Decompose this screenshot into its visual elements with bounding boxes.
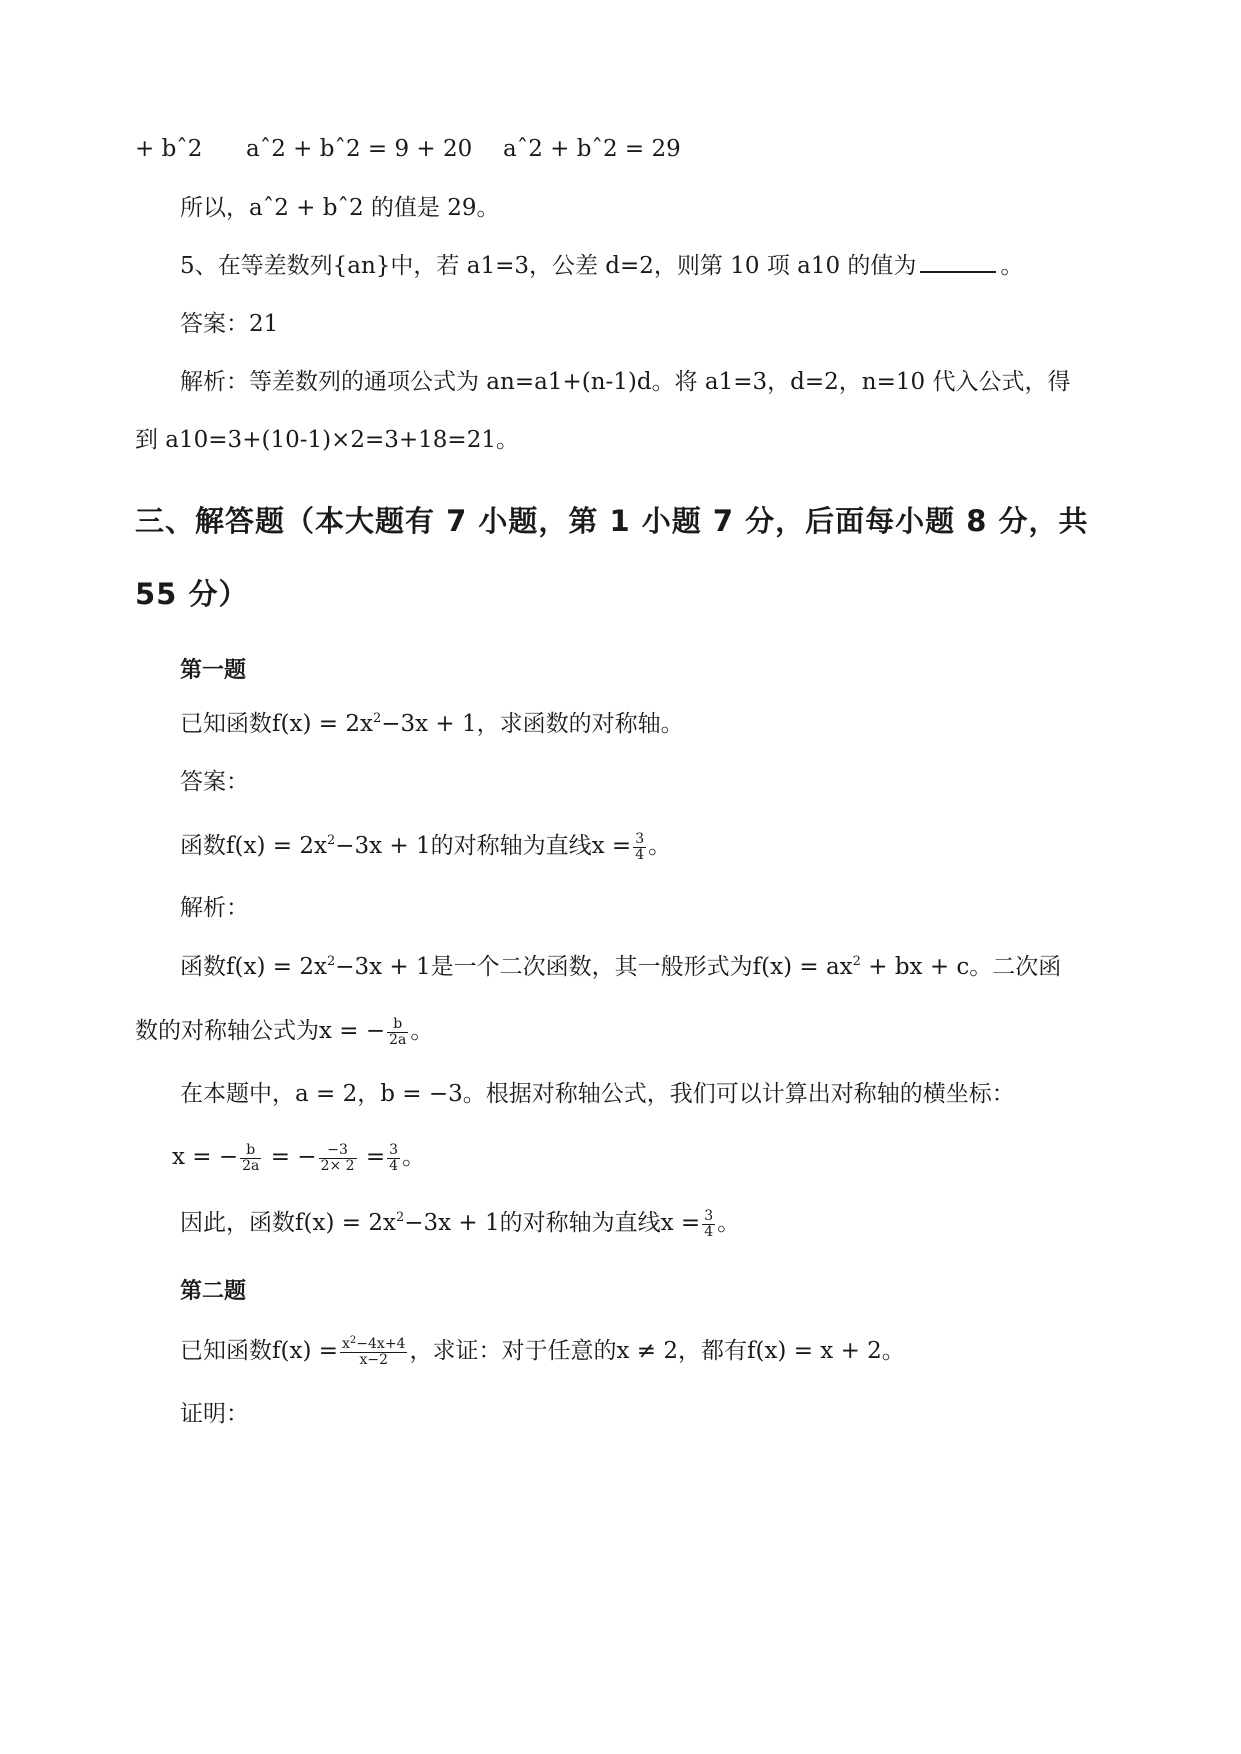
exponent: 2 [372,711,382,726]
denominator: 4 [635,846,645,863]
text: 。 [717,1210,741,1236]
math: = − [263,1144,317,1170]
fraction [240,1143,261,1174]
exponent: 2 [395,1210,405,1225]
answer-line: 答案：21 [180,311,279,337]
math: + bx + c [860,954,970,980]
numerator: b [393,1015,403,1032]
fraction [387,1143,400,1174]
question-2-stem [180,1336,905,1368]
equation-line [246,134,472,164]
text: ，求函数的对称轴。 [476,711,684,737]
denominator: 2a [242,1157,260,1174]
denominator: x−2 [340,1352,407,1368]
math: x ≠ 2 [616,1338,678,1364]
equation-fragment: aˆ2 + bˆ2 = 9 + 20 [246,136,473,162]
math: −3x + 1 [335,833,431,859]
text: 是一个二次函数，其一般形式为 [430,954,753,980]
fraction [702,1209,715,1240]
equation-line [135,134,202,164]
text: 的对称轴为直线 [430,833,592,859]
text: 。 [410,1018,434,1044]
answer-blank [920,271,996,273]
exponent: 2 [852,954,861,969]
conclusion-line: 所以，aˆ2 + bˆ2 的值是 29。 [180,195,500,221]
analysis-label: 解析： [180,895,249,921]
math: x [342,1335,350,1352]
math: f(x) = [272,1338,339,1364]
computation-line [172,1142,425,1174]
text: 。二次函 [969,954,1062,980]
math: x = − [319,1018,386,1044]
exponent: 2 [349,1334,357,1346]
denominator: 2× 2 [320,1157,355,1174]
math: x = [660,1210,701,1236]
fraction [633,832,646,863]
question-1-answer [180,831,671,863]
equation-fragment: aˆ2 + bˆ2 = 29 [503,136,681,162]
analysis-paragraph-1 [180,952,1061,982]
section-title-continued: 55 分） [135,577,249,611]
question-5-end: 。 [1000,253,1024,279]
analysis-paragraph-1-continued [135,1016,433,1048]
fraction [319,1143,357,1174]
exponent: 2 [326,833,336,848]
conclusion-line [180,1208,740,1240]
math: f(x) = 2x [226,833,327,859]
math: −4x+4 [356,1335,406,1352]
math: f(x) = ax [752,954,853,980]
equation-line [503,134,681,164]
text: 。 [881,1338,905,1364]
question-2-heading: 第二题 [180,1279,247,1304]
text: 函数 [180,833,226,859]
text: 。 [648,833,672,859]
fraction [340,1334,407,1368]
denominator: 4 [704,1223,714,1240]
numerator: −3 [327,1141,348,1158]
text: 的对称轴为直线 [499,1210,661,1236]
math: −3x + 1 [381,711,477,737]
question-5 [180,251,1023,281]
analysis-line: 解析：等差数列的通项公式为 an=a1+(n-1)d。将 a1=3，d=2，n=10 代入公式，得 [180,369,1071,395]
proof-label: 证明： [180,1401,249,1427]
math: x = − [172,1144,239,1170]
text: ，求证：对于任意的 [409,1338,617,1364]
question-1-stem [180,709,684,739]
numerator: 3 [389,1141,399,1158]
text: 已知函数 [180,1338,272,1364]
math: x = [591,833,632,859]
answer-label: 答案： [180,769,249,795]
math: f(x) = x + 2 [746,1338,882,1364]
math: f(x) = 2x [272,711,373,737]
text: 。 [402,1144,426,1170]
numerator: b [246,1141,256,1158]
math: f(x) = 2x [226,954,327,980]
numerator: 3 [704,1207,714,1224]
question-1-heading: 第一题 [180,658,247,683]
equation-fragment: + bˆ2 [135,136,203,162]
denominator: 2a [389,1031,407,1048]
numerator: 3 [635,830,645,847]
question-5-text: 5、在等差数列{an}中，若 a1=3，公差 d=2，则第 10 项 a10 的值为 [180,253,917,279]
section-title: 三、解答题（本大题有 7 小题，第 1 小题 7 分，后面每小题 8 分，共 [135,504,1089,538]
text: 因此，函数 [180,1210,295,1236]
fraction [387,1017,408,1048]
text: ，都有 [677,1338,747,1364]
math: = [358,1144,386,1170]
math: −3x + 1 [335,954,431,980]
numerator [340,1334,407,1352]
text: 函数 [180,954,226,980]
text: 已知函数 [180,711,272,737]
text: 数的对称轴公式为 [135,1018,319,1044]
exponent: 2 [326,954,336,969]
analysis-line-continued: 到 a10=3+(10-1)×2=3+18=21。 [135,427,519,453]
math: −3x + 1 [404,1210,500,1236]
math: f(x) = 2x [295,1210,396,1236]
denominator: 4 [389,1157,399,1174]
analysis-paragraph-2: 在本题中，a = 2，b = −3。根据对称轴公式，我们可以计算出对称轴的横坐标： [180,1081,1015,1107]
